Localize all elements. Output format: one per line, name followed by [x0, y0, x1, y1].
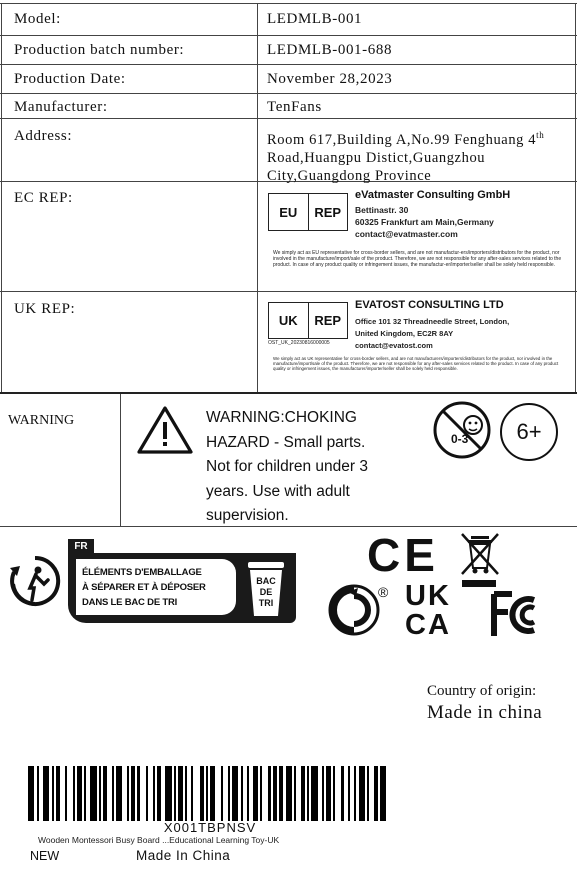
info-tri-text: [82, 565, 206, 610]
barcode-bar: [386, 766, 388, 821]
address-label: Address:: [14, 128, 73, 144]
warning-label: WARNING: [8, 413, 75, 428]
condition-new: NEW: [30, 849, 60, 863]
fr-tag: FR: [68, 539, 94, 554]
address-line-1: Room 617,Building A,No.99 Fenghuang 4: [267, 131, 537, 148]
registered-mark: ®: [378, 584, 389, 600]
ec-rep-contact: contact@evatmaster.com: [355, 229, 458, 239]
warning-line-2: HAZARD - Small parts.: [206, 433, 366, 451]
production-date-value: November 28,2023: [267, 71, 393, 87]
uk-rep-company: EVATOST CONSULTING LTD: [355, 299, 504, 311]
barcode-description: Wooden Montessori Busy Board ...Educational Learning Toy-UK: [38, 835, 280, 845]
ukca-mark: [405, 582, 451, 640]
ce-mark: CE: [367, 529, 439, 581]
ukca-top: UK: [405, 580, 451, 612]
info-tri-line-1: ÉLÉMENTS D'EMBALLAGE: [82, 567, 202, 578]
ec-rep-company: eVatmaster Consulting GmbH: [355, 189, 511, 201]
not-for-under-3-icon: [431, 401, 493, 459]
recycling-bin-icon: [242, 560, 290, 618]
barcode-code: X001TBPNSV: [163, 820, 257, 835]
warning-line-4: years. Use with adult: [206, 482, 350, 500]
warning-line-1: WARNING:CHOKING: [206, 409, 357, 426]
ec-rep-city: 60325 Frankfurt am Main,Germany: [355, 217, 494, 227]
model-value: LEDMLB-001: [267, 11, 363, 27]
not-for-under-3-text: 0-3: [451, 432, 469, 446]
ec-rep-badge: [268, 193, 348, 231]
manufacturer-value: TenFans: [267, 99, 322, 115]
warning-line-3: Not for children under 3: [206, 458, 368, 475]
warning-triangle-icon: [136, 405, 194, 455]
uk-rep-disclaimer: We simply act as UK representative for cross-border sellers, and are not manufacturers/importers/distributors for the product, nor involved in the manufacture/import/sale of the product. Therefore, we are not responsible for any after-sales services related to the product. In case of any product quality or infringement issues, the manufacturer/importer/seller shall be solely held responsible.: [273, 356, 559, 371]
fcc-mark-icon: [490, 590, 546, 640]
barcode: [28, 766, 390, 821]
model-label: Model:: [14, 11, 61, 27]
address-value: [267, 126, 544, 185]
uk-rep-label: UK REP:: [14, 301, 76, 317]
ec-rep-street: Bettinastr. 30: [355, 205, 409, 215]
uk-rep-address: [355, 316, 509, 352]
green-dot-icon: [328, 584, 380, 636]
uk-rep-badge: [268, 302, 348, 339]
age-6-plus-badge: 6+: [500, 403, 558, 461]
ec-rep-badge-left: EU: [279, 204, 298, 220]
uk-rep-code: OST_UK_20230816000005: [268, 340, 330, 346]
ec-rep-address: [355, 204, 494, 240]
origin-label: Country of origin:: [427, 683, 537, 699]
bin-line-1: BAC: [256, 576, 276, 586]
ukca-bottom: CA: [405, 609, 451, 641]
uk-rep-badge-left: UK: [278, 313, 298, 328]
address-line-3: City,Guangdong Province: [267, 167, 432, 184]
address-ordinal: th: [536, 130, 545, 140]
batch-number-value: LEDMLB-001-688: [267, 42, 393, 58]
barcode-made-in: Made In China: [136, 848, 231, 863]
ec-rep-disclaimer: We simply act as EU representative for cross-border sellers, and are not manufactur-ers/importers/distributors for the product, nor involved in the manufacture/import/sale of the product. Therefore, we are not responsible for any after-sales services related to the product. In case of any product quality or infringement issues, the manufactur-er/importer/seller shall be solely held responsible.: [273, 250, 562, 268]
info-tri-line-2: À SÉPARER ET À DÉPOSER: [82, 582, 206, 593]
info-tri-banner: [68, 553, 296, 623]
warning-text: [206, 406, 368, 529]
weee-crossed-bin-icon: [458, 530, 502, 590]
batch-number-label: Production batch number:: [14, 42, 185, 58]
triman-recycling-icon: [8, 554, 62, 608]
ec-rep-badge-right: REP: [308, 194, 348, 230]
origin-value: Made in china: [427, 702, 543, 723]
warning-line-5: supervision.: [206, 507, 289, 524]
manufacturer-label: Manufacturer:: [14, 99, 108, 115]
bin-line-3: TRI: [258, 598, 274, 608]
uk-rep-address-2: United Kingdom, EC2R 8AY: [355, 329, 454, 338]
bin-line-2: DE: [259, 587, 273, 597]
ec-rep-label: EC REP:: [14, 190, 73, 206]
uk-rep-contact: contact@evatost.com: [355, 341, 433, 350]
address-line-2: Road,Huangpu Distict,Guangzhou: [267, 149, 486, 166]
uk-rep-address-1: Office 101 32 Threadneedle Street, London,: [355, 317, 510, 326]
uk-rep-badge-right: REP: [308, 303, 348, 338]
production-date-label: Production Date:: [14, 71, 126, 87]
info-tri-line-3: DANS LE BAC DE TRI: [82, 597, 178, 608]
